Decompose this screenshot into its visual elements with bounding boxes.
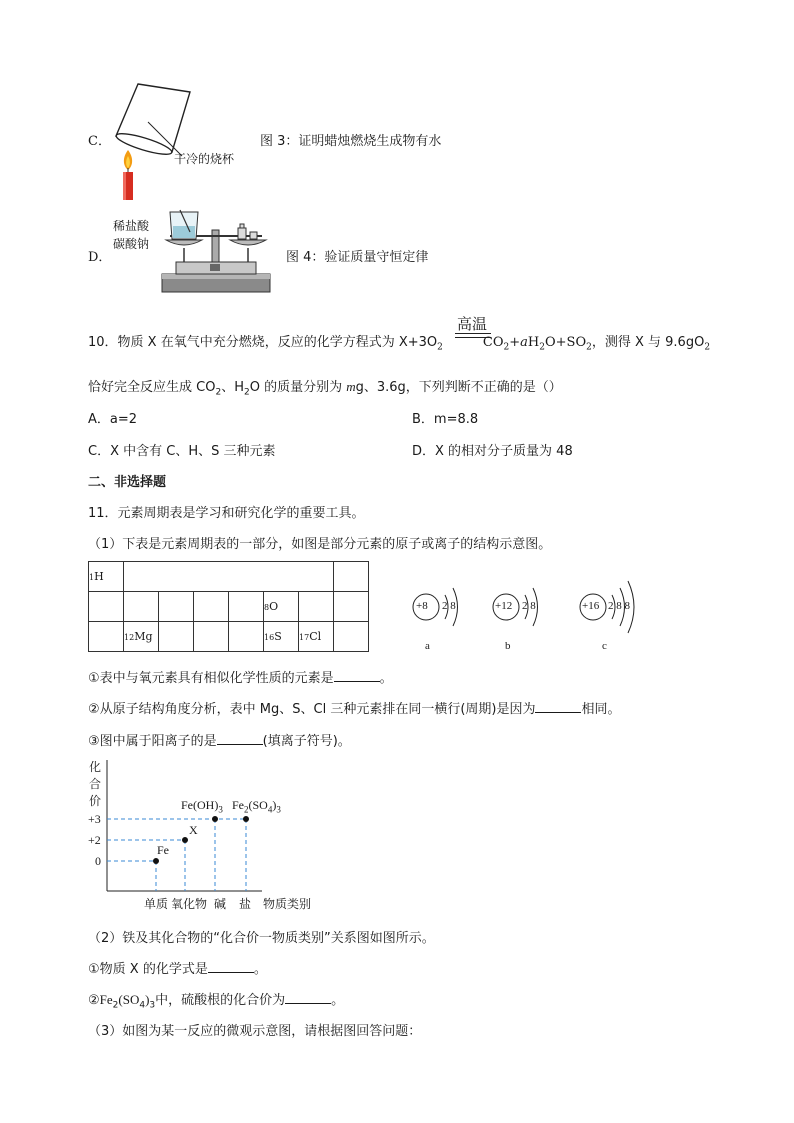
candle-icon <box>123 150 133 200</box>
atom-a-label: a <box>425 640 430 652</box>
y-axis-title-2: 合 <box>89 777 102 791</box>
option-c-letter: C． <box>88 134 111 149</box>
cell-cl: 17Cl <box>299 622 334 652</box>
section-heading: 二、非选择题 <box>88 475 167 490</box>
q11-part3-intro: （3）如图为某一反应的微观示意图，请根据图回答问题： <box>88 1024 422 1039</box>
q10-line2: 恰好完全反应生成 $CO_2$、$H_2O$ 的质量分别为 mg、3.6g，下列判断不正确的是（） <box>88 379 562 398</box>
cell-mg: 12Mg <box>124 622 159 652</box>
x-cat-salt: 盐 <box>239 897 252 911</box>
y-axis-title-3: 价 <box>89 794 102 808</box>
atom-b-shells: 2 8 <box>522 600 536 612</box>
atom-c-shells: 2 8 8 <box>608 600 630 612</box>
y-tick-zero: 0 <box>95 854 101 868</box>
label-dilute-hcl: 稀盐酸 <box>113 219 150 233</box>
y-tick-plus3: +3 <box>88 812 101 826</box>
atom-c-nucleus: +16 <box>582 600 600 612</box>
q11-2b: $②Fe_2(SO_4)_3$中，硫酸根的化合价为 。 <box>88 992 345 1011</box>
point-fe2-so4-3 <box>243 816 249 822</box>
q11-1b: ②从原子结构角度分析，表中 Mg、S、Cl 三种元素排在同一横行(周期)是因为 相同。 <box>88 702 621 717</box>
label-sodium-carbonate: 碳酸钠 <box>113 237 150 251</box>
answer-blank[interactable] <box>208 960 254 973</box>
x-cat-oxide: 氧化物 <box>171 897 208 911</box>
x-axis-title: 物质类别 <box>263 897 312 911</box>
point-x <box>182 837 188 843</box>
condition-high-temp: 高温 <box>457 315 488 333</box>
q11-2a: ①物质 X 的化学式是 。 <box>88 962 267 977</box>
answer-blank[interactable] <box>285 991 331 1004</box>
balance-figure <box>160 208 275 296</box>
q10-line1: 10．物质 X 在氧气中充分燃烧，反应的化学方程式为 $X+3O_2$ $CO_2+aH_2O+SO_2$，测得 X 与 $9.6gO_2$ <box>88 335 711 353</box>
option-d-caption: 图 4：验证质量守恒定律 <box>286 250 429 265</box>
answer-blank[interactable] <box>217 732 263 745</box>
beaker-icon <box>115 84 190 158</box>
balance-icon <box>162 210 270 292</box>
q10-option-d: D．X 的相对分子质量为 48 <box>412 444 573 459</box>
q10-option-b: B．m=8.8 <box>412 412 479 427</box>
q11-1a: ①表中与氧元素具有相似化学性质的元素是 。 <box>88 671 393 686</box>
q11-part1-intro: （1）下表是元素周期表的一部分，如图是部分元素的原子或离子的结构示意图。 <box>88 537 552 552</box>
label-x: X <box>189 823 198 837</box>
x-cat-element: 单质 <box>144 897 169 911</box>
beaker-label: 干冷的烧杯 <box>174 152 235 166</box>
cell-s: 16S <box>264 622 299 652</box>
q10-option-c: C．X 中含有 C、H、S 三种元素 <box>88 444 276 459</box>
periodic-table <box>88 561 369 652</box>
y-axis-title-1: 化 <box>89 760 102 774</box>
q11-1c: ③图中属于阳离子的是 (填离子符号)。 <box>88 734 351 749</box>
label-fe2-so4-3: $Fe_2(SO_4)_3$ <box>232 798 281 815</box>
point-fe-oh-3 <box>212 816 218 822</box>
atom-b-label: b <box>505 640 511 652</box>
beaker-candle-figure <box>108 82 258 204</box>
q11-part2-intro: （2）铁及其化合物的“化合价一物质类别”关系图如图所示。 <box>88 931 435 946</box>
atom-a-shells: 2 8 <box>442 600 456 612</box>
cell-o: 8O <box>264 592 299 622</box>
atom-c-label: c <box>602 640 607 652</box>
y-tick-plus2: +2 <box>88 833 101 847</box>
label-fe: Fe <box>157 843 169 857</box>
answer-blank[interactable] <box>334 669 380 682</box>
label-fe-oh-3: $Fe(OH)_3$ <box>181 798 223 815</box>
q11-title: 11．元素周期表是学习和研究化学的重要工具。 <box>88 506 365 521</box>
option-d-letter: D． <box>88 250 112 265</box>
atom-b-nucleus: +12 <box>495 600 513 612</box>
option-c-caption: 图 3：证明蜡烛燃烧生成物有水 <box>260 134 442 149</box>
answer-blank[interactable] <box>535 700 581 713</box>
q10-option-a: A．a=2 <box>88 412 138 427</box>
valence-graph <box>84 755 334 915</box>
x-cat-base: 碱 <box>214 897 227 911</box>
cell-h: 1H <box>89 562 124 592</box>
atom-a-nucleus: +8 <box>416 600 428 612</box>
point-fe <box>153 858 159 864</box>
atom-diagrams <box>405 570 655 655</box>
